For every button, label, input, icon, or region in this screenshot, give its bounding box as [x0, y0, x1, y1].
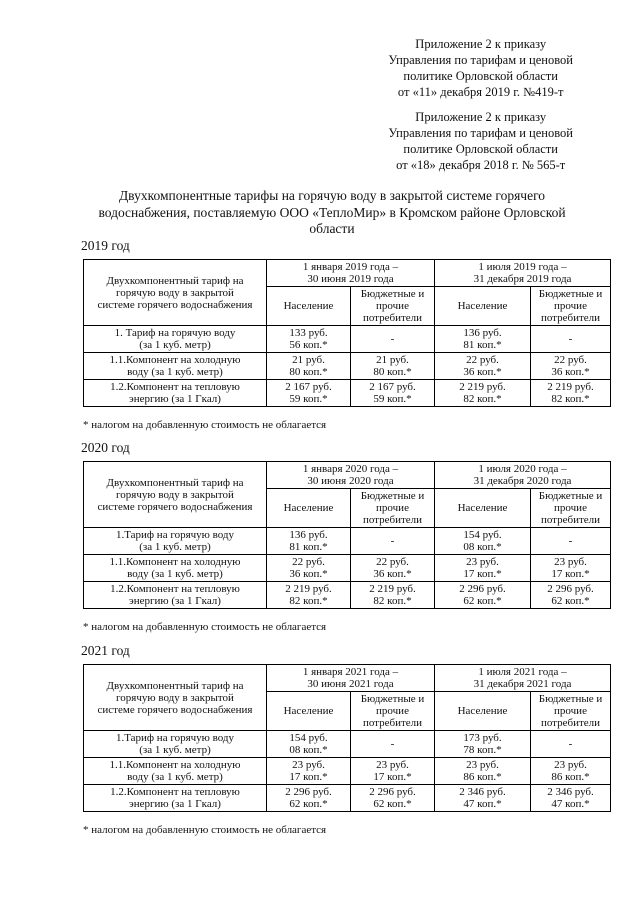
tariff-value-cell [351, 353, 435, 380]
value-line: 23 руб. [554, 556, 587, 568]
tariff-value-cell [267, 326, 351, 353]
value-line: - [568, 738, 573, 750]
title-line: области [309, 221, 355, 236]
value-line: 23 руб. [466, 759, 499, 771]
header-line: потребители [362, 514, 423, 526]
value-line: 23 руб. [376, 759, 409, 771]
header-line: Бюджетные и [360, 490, 425, 502]
tariff-value-cell [351, 785, 435, 812]
value-line: 2 346 руб. [459, 786, 506, 798]
header-line: Двухкомпонентный тариф на [106, 274, 244, 287]
header-line: горячую воду в закрытой [116, 488, 234, 501]
row-label-line: 1.1.Компонент на холодную [109, 556, 241, 568]
period-line: 1 января 2021 года – [302, 666, 399, 678]
value-line: 08 коп.* [463, 541, 502, 553]
header-line: прочие [554, 502, 587, 514]
row-label [84, 582, 267, 609]
table-row [84, 555, 611, 582]
header-line: Бюджетные и [538, 490, 603, 502]
value-line: 86 коп.* [551, 771, 590, 783]
appendix-header-current [388, 36, 573, 100]
value-line: 36 коп.* [463, 366, 502, 378]
tariff-value-cell [267, 785, 351, 812]
tariff-header-cell [84, 462, 267, 528]
row-label-line: воду (за 1 куб. метр) [127, 771, 223, 783]
row-label-line: (за 1 куб. метр) [139, 339, 211, 351]
period-line: 1 января 2019 года – [302, 261, 399, 273]
value-line: 17 коп.* [289, 771, 328, 783]
value-line: 59 коп.* [289, 393, 328, 405]
value-line: 2 296 руб. [285, 786, 332, 798]
value-line: 82 коп.* [373, 595, 412, 607]
row-label [84, 785, 267, 812]
budget-consumers-header [351, 287, 435, 326]
tariff-header-cell [84, 260, 267, 326]
row-label [84, 353, 267, 380]
value-line: 81 коп.* [289, 541, 328, 553]
tariff-value-cell [267, 758, 351, 785]
row-label-line: энергию (за 1 Гкал) [129, 595, 221, 607]
population-header: Население [267, 489, 351, 528]
appendix-header-previous [388, 109, 573, 173]
tariff-value-cell [351, 555, 435, 582]
tariff-value-cell [435, 380, 531, 407]
period-line: 1 июля 2020 года – [478, 463, 567, 475]
budget-consumers-header [351, 489, 435, 528]
value-line: 62 коп.* [551, 595, 590, 607]
tariff-value-cell [531, 528, 611, 555]
tariff-value-cell [267, 555, 351, 582]
appendix-line: от «18» декабря 2018 г. № 565-т [396, 158, 566, 172]
row-label [84, 326, 267, 353]
budget-consumers-header [351, 692, 435, 731]
table-row [84, 731, 611, 758]
value-line: 2 167 руб. [369, 381, 416, 393]
row-label-line: (за 1 куб. метр) [139, 541, 211, 553]
value-line: 62 коп.* [463, 595, 502, 607]
header-line: Бюджетные и [360, 693, 425, 705]
year-heading: 2020 год [81, 440, 130, 455]
row-label [84, 758, 267, 785]
tariff-value-cell [351, 326, 435, 353]
value-line: 2 219 руб. [285, 583, 332, 595]
value-line: 21 руб. [292, 354, 325, 366]
row-label-line: энергию (за 1 Гкал) [129, 393, 221, 405]
value-line: - [568, 535, 573, 547]
appendix-line: Управления по тарифам и ценовой [388, 53, 573, 67]
row-label [84, 731, 267, 758]
value-line: 2 167 руб. [285, 381, 332, 393]
value-line: 36 коп.* [373, 568, 412, 580]
appendix-line: от «11» декабря 2019 г. №419-т [397, 85, 564, 99]
year-heading: 2021 год [81, 643, 130, 658]
tariff-value-cell [351, 758, 435, 785]
header-line: Двухкомпонентный тариф на [106, 679, 244, 692]
value-line: 82 коп.* [463, 393, 502, 405]
population-header: Население [267, 287, 351, 326]
tariff-value-cell [435, 528, 531, 555]
value-line: 22 руб. [466, 354, 499, 366]
row-label [84, 380, 267, 407]
title-line: Двухкомпонентные тарифы на горячую воду в закрытой системе горячего [118, 188, 546, 203]
period-line: 31 декабря 2019 года [473, 273, 572, 285]
period-header [435, 462, 611, 489]
tariff-value-cell [435, 582, 531, 609]
period-header [267, 665, 435, 692]
tariff-value-cell [351, 528, 435, 555]
row-label-line: воду (за 1 куб. метр) [127, 568, 223, 580]
value-line: 22 руб. [292, 556, 325, 568]
budget-consumers-header [531, 287, 611, 326]
tariff-value-cell [531, 353, 611, 380]
header-line: потребители [362, 717, 423, 729]
value-line: 36 коп.* [551, 366, 590, 378]
value-line: 17 коп.* [373, 771, 412, 783]
tariff-value-cell [435, 353, 531, 380]
header-line: прочие [554, 705, 587, 717]
value-line: 47 коп.* [551, 798, 590, 810]
value-line: 2 296 руб. [547, 583, 594, 595]
value-line: 47 коп.* [463, 798, 502, 810]
value-line: 17 коп.* [551, 568, 590, 580]
value-line: 80 коп.* [289, 366, 328, 378]
value-line: 56 коп.* [289, 339, 328, 351]
value-line: 59 коп.* [373, 393, 412, 405]
header-line: Двухкомпонентный тариф на [106, 476, 244, 489]
value-line: 36 коп.* [289, 568, 328, 580]
tariff-value-cell [435, 731, 531, 758]
value-line: 136 руб. [463, 327, 502, 339]
row-label-line: 1.2.Компонент на тепловую [110, 583, 240, 595]
value-line: 62 коп.* [289, 798, 328, 810]
tariff-value-cell [435, 555, 531, 582]
header-line: системе горячего водоснабжения [97, 500, 253, 513]
value-line: 2 346 руб. [547, 786, 594, 798]
header-line: потребители [540, 717, 601, 729]
period-header [267, 462, 435, 489]
tariff-value-cell [435, 758, 531, 785]
tariff-value-cell [531, 555, 611, 582]
tariff-value-cell [531, 380, 611, 407]
header-line: горячую воду в закрытой [116, 691, 234, 704]
tariff-value-cell [435, 326, 531, 353]
period-line: 1 июля 2021 года – [478, 666, 567, 678]
population-header: Население [435, 489, 531, 528]
population-header: Население [435, 692, 531, 731]
header-line: потребители [362, 312, 423, 324]
appendix-line: политике Орловской области [403, 142, 558, 156]
table-row [84, 380, 611, 407]
value-line: - [568, 333, 573, 345]
row-label-line: 1.2.Компонент на тепловую [110, 381, 240, 393]
vat-footnote: * налогом на добавленную стоимость не облагается [83, 824, 327, 836]
value-line: 173 руб. [463, 732, 502, 744]
value-line: 23 руб. [292, 759, 325, 771]
tariff-header-cell [84, 665, 267, 731]
tariff-value-cell [267, 528, 351, 555]
tariff-value-cell [531, 582, 611, 609]
row-label [84, 528, 267, 555]
value-line: - [390, 535, 395, 547]
value-line: 133 руб. [289, 327, 328, 339]
value-line: 23 руб. [466, 556, 499, 568]
period-line: 1 января 2020 года – [302, 463, 399, 475]
period-line: 30 июня 2020 года [307, 475, 394, 487]
title-line: водоснабжения, поставляемую ООО «ТеплоМир» в Кромском районе Орловской [98, 204, 566, 220]
header-line: потребители [540, 312, 601, 324]
value-line: 2 219 руб. [547, 381, 594, 393]
header-line: Бюджетные и [538, 288, 603, 300]
tariff-value-cell [351, 582, 435, 609]
value-line: 2 219 руб. [369, 583, 416, 595]
value-line: 78 коп.* [463, 744, 502, 756]
tariff-value-cell [267, 353, 351, 380]
value-line: - [390, 738, 395, 750]
row-label-line: энергию (за 1 Гкал) [129, 798, 221, 810]
population-header: Население [435, 287, 531, 326]
row-label-line: 1.Тариф на горячую воду [115, 732, 235, 744]
population-header: Население [267, 692, 351, 731]
value-line: 23 руб. [554, 759, 587, 771]
header-line: прочие [554, 300, 587, 312]
table-row [84, 758, 611, 785]
tariff-value-cell [531, 758, 611, 785]
row-label-line: 1.2.Компонент на тепловую [110, 786, 240, 798]
value-line: 2 296 руб. [459, 583, 506, 595]
period-line: 1 июля 2019 года – [478, 261, 567, 273]
vat-footnote: * налогом на добавленную стоимость не облагается [83, 419, 327, 431]
tariff-value-cell [435, 785, 531, 812]
table-row [84, 326, 611, 353]
period-line: 31 декабря 2021 года [473, 678, 572, 690]
header-line: Бюджетные и [360, 288, 425, 300]
row-label-line: 1.1.Компонент на холодную [109, 354, 241, 366]
value-line: 22 руб. [554, 354, 587, 366]
tariff-value-cell [531, 326, 611, 353]
tariff-table [83, 259, 611, 407]
value-line: 82 коп.* [289, 595, 328, 607]
row-label-line: воду (за 1 куб. метр) [127, 366, 223, 378]
table-row [84, 582, 611, 609]
value-line: 82 коп.* [551, 393, 590, 405]
header-line: потребители [540, 514, 601, 526]
budget-consumers-header [531, 489, 611, 528]
row-label-line: 1. Тариф на горячую воду [114, 327, 236, 339]
header-line: горячую воду в закрытой [116, 286, 234, 299]
appendix-line: Приложение 2 к приказу [415, 37, 547, 51]
value-line: 154 руб. [463, 529, 502, 541]
header-line: системе горячего водоснабжения [97, 703, 253, 716]
period-line: 30 июня 2021 года [307, 678, 394, 690]
value-line: 17 коп.* [463, 568, 502, 580]
value-line: 62 коп.* [373, 798, 412, 810]
vat-footnote: * налогом на добавленную стоимость не облагается [83, 621, 327, 633]
tariff-value-cell [351, 731, 435, 758]
row-label-line: 1.1.Компонент на холодную [109, 759, 241, 771]
period-header [267, 260, 435, 287]
table-row [84, 353, 611, 380]
appendix-line: политике Орловской области [403, 69, 558, 83]
value-line: 2 296 руб. [369, 786, 416, 798]
value-line: 136 руб. [289, 529, 328, 541]
tariff-table [83, 461, 611, 609]
value-line: 22 руб. [376, 556, 409, 568]
value-line: 86 коп.* [463, 771, 502, 783]
tariff-value-cell [267, 582, 351, 609]
budget-consumers-header [531, 692, 611, 731]
header-line: прочие [376, 705, 409, 717]
value-line: 2 219 руб. [459, 381, 506, 393]
tariff-value-cell [531, 731, 611, 758]
table-row [84, 785, 611, 812]
period-line: 30 июня 2019 года [307, 273, 394, 285]
year-heading: 2019 год [81, 238, 130, 253]
period-header [435, 665, 611, 692]
header-line: Бюджетные и [538, 693, 603, 705]
value-line: 08 коп.* [289, 744, 328, 756]
appendix-line: Приложение 2 к приказу [415, 110, 547, 124]
value-line: 81 коп.* [463, 339, 502, 351]
value-line: 21 руб. [376, 354, 409, 366]
tariff-value-cell [531, 785, 611, 812]
header-line: системе горячего водоснабжения [97, 298, 253, 311]
value-line: 80 коп.* [373, 366, 412, 378]
tariff-table [83, 664, 611, 812]
value-line: - [390, 333, 395, 345]
header-line: прочие [376, 300, 409, 312]
row-label [84, 555, 267, 582]
tariff-value-cell [267, 731, 351, 758]
tariff-value-cell [351, 380, 435, 407]
appendix-line: Управления по тарифам и ценовой [388, 126, 573, 140]
header-line: прочие [376, 502, 409, 514]
row-label-line: 1.Тариф на горячую воду [115, 529, 235, 541]
period-line: 31 декабря 2020 года [473, 475, 572, 487]
value-line: 154 руб. [289, 732, 328, 744]
tariff-value-cell [267, 380, 351, 407]
row-label-line: (за 1 куб. метр) [139, 744, 211, 756]
document-title [86, 188, 578, 238]
table-row [84, 528, 611, 555]
period-header [435, 260, 611, 287]
